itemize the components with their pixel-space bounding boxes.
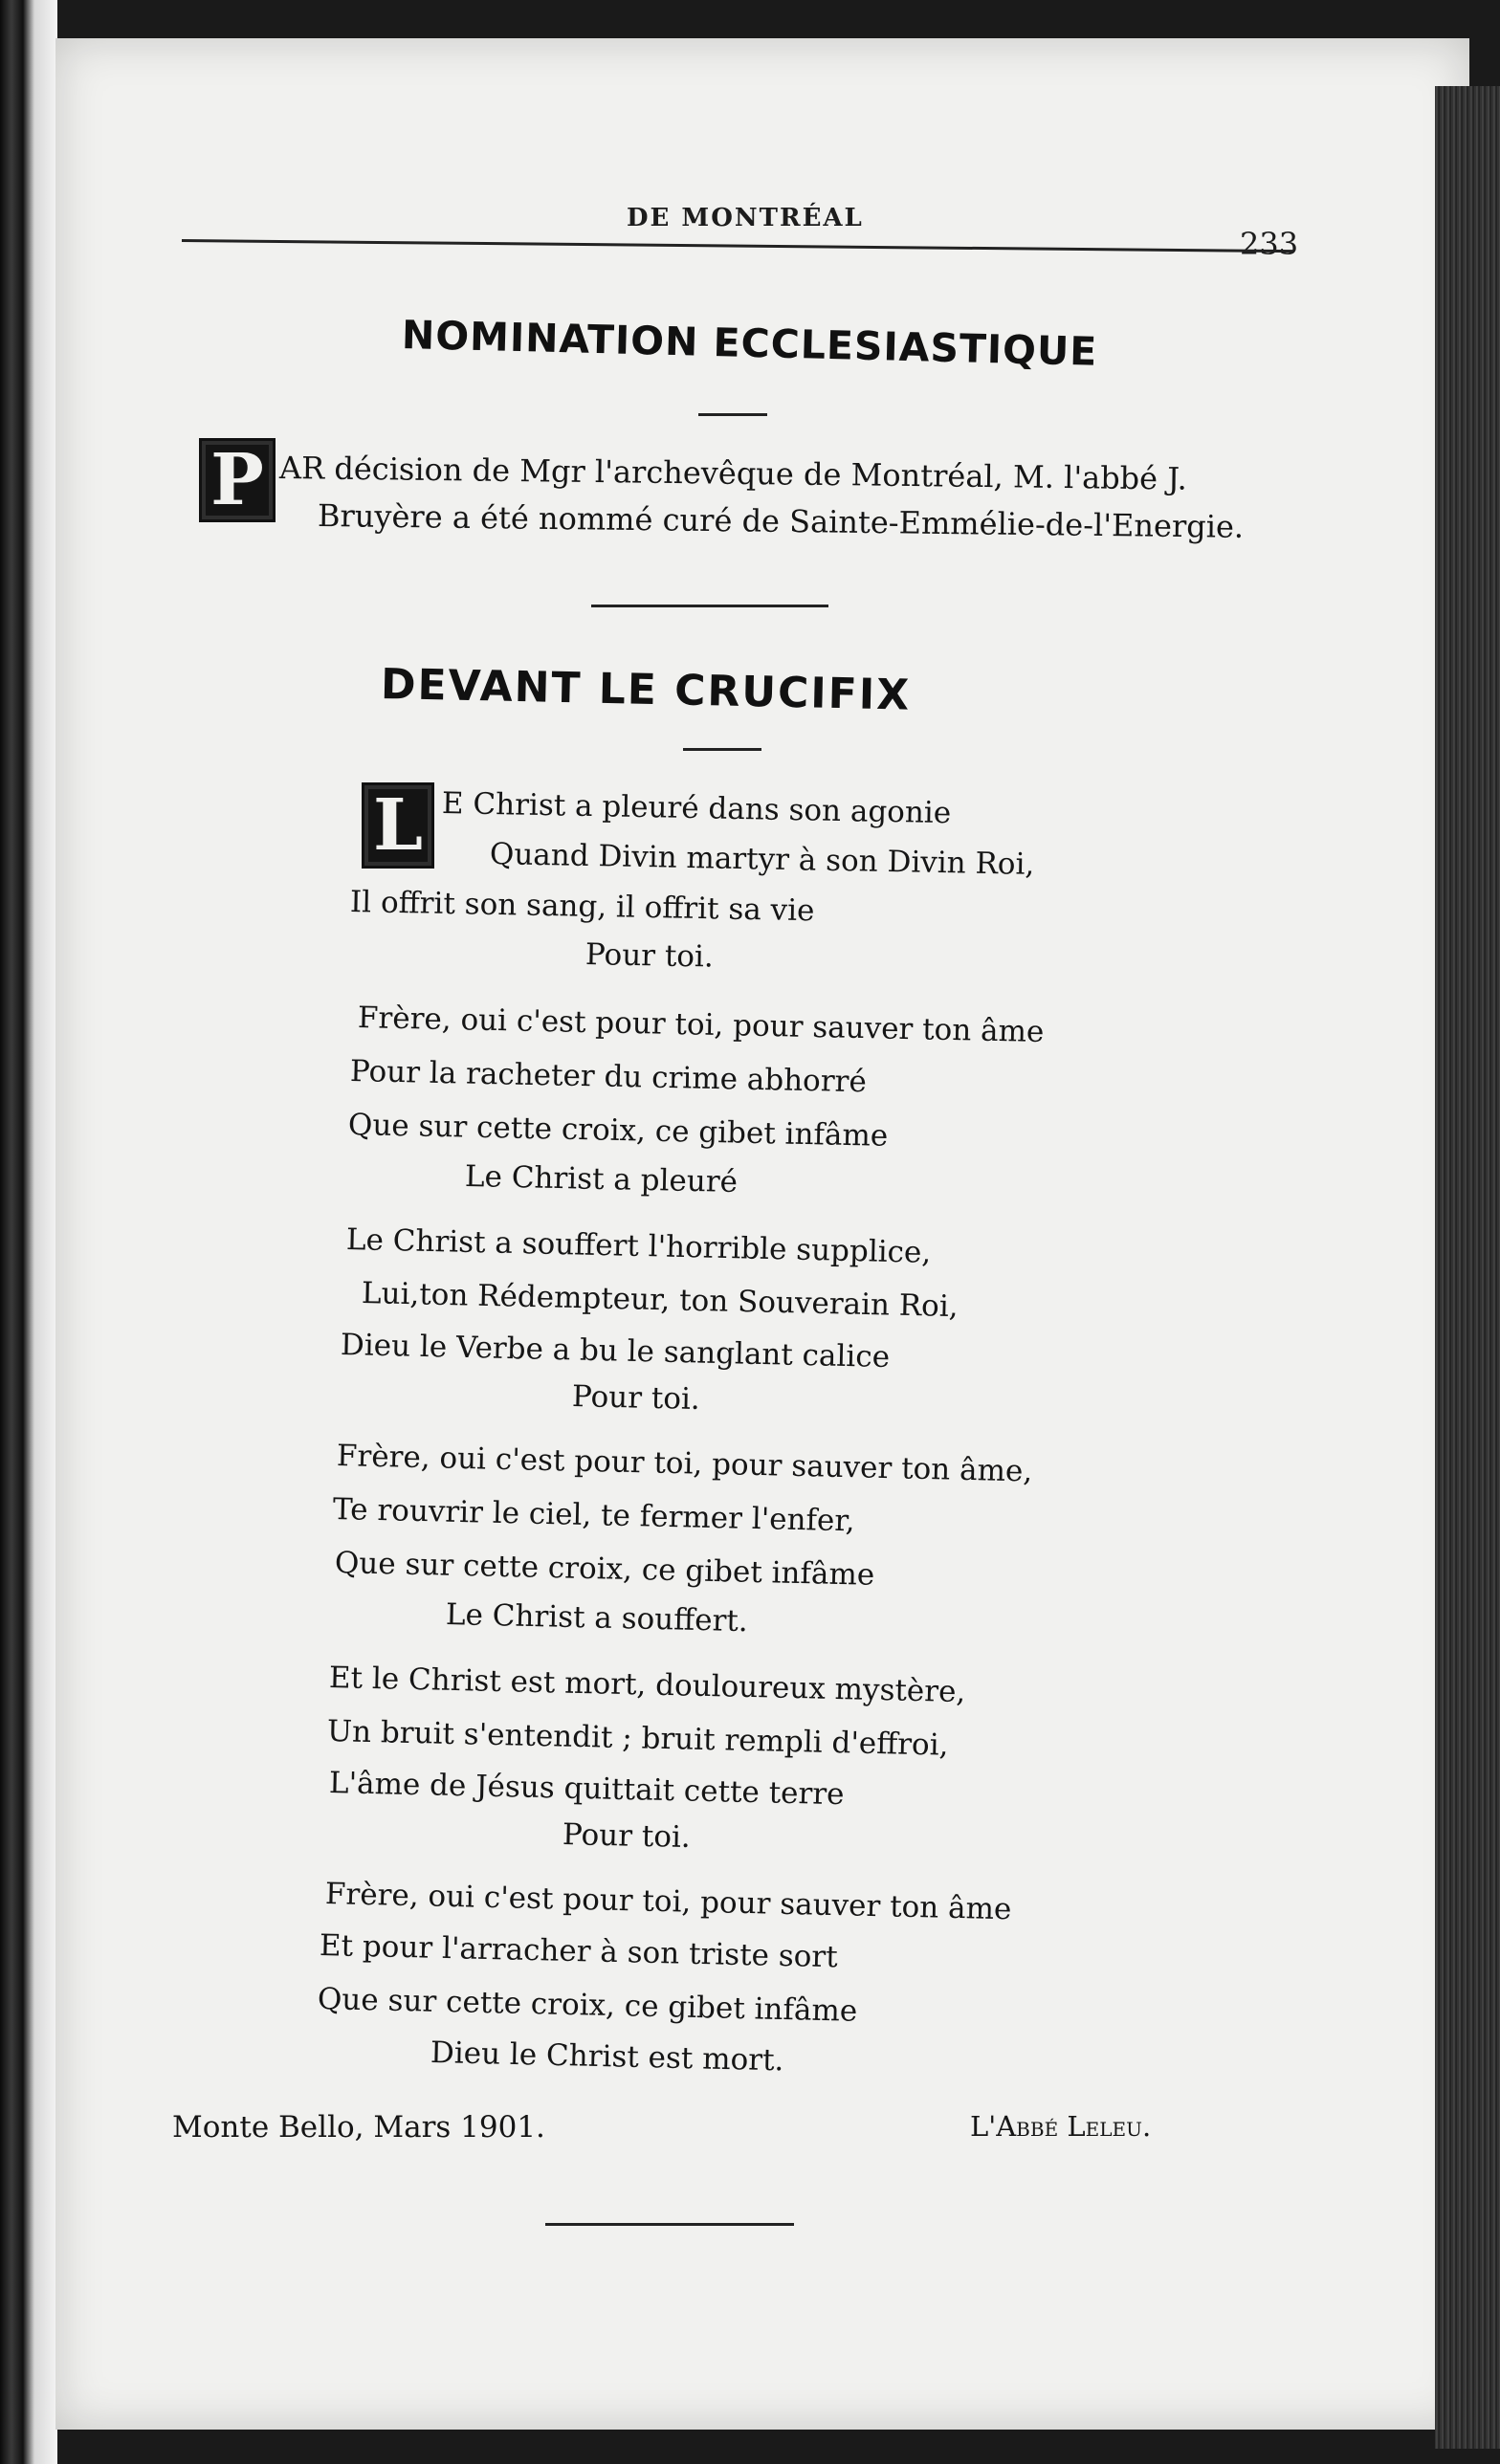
poem-drop-cap <box>362 782 434 869</box>
poem-line: Le Christ a pleuré <box>464 1159 739 1199</box>
page-header <box>182 199 1299 295</box>
nomination-line-2: Bruyère a été nommé curé de Sainte-Emmélie-de-l'Energie. <box>317 497 1245 545</box>
poem-line: Pour toi. <box>571 1379 701 1418</box>
poem-line: E Christ a pleuré dans son agonie <box>441 786 952 831</box>
poem-line: Que sur cette croix, ce gibet infâme <box>317 1982 858 2029</box>
poem-line: Frère, oui c'est pour toi, pour sauver ton âme, <box>336 1439 1033 1489</box>
poem-line: L'âme de Jésus quittait cette terre <box>328 1766 845 1813</box>
poem-line: Que sur cette croix, ce gibet infâme <box>334 1546 875 1593</box>
nomination-drop-cap <box>199 438 276 522</box>
poem-title: DEVANT LE CRUCIFIX <box>380 660 912 720</box>
drop-cap-letter: L <box>372 784 424 867</box>
poem-line: Pour toi. <box>562 1817 692 1856</box>
poem-line: Frère, oui c'est pour toi, pour sauver ton âme <box>324 1877 1012 1927</box>
closing-rule <box>545 2223 794 2226</box>
poem-line: Quand Divin martyr à son Divin Roi, <box>489 837 1035 882</box>
running-title: DE MONTRÉAL <box>627 204 864 232</box>
title-divider <box>698 413 767 416</box>
poem-line: Que sur cette croix, ce gibet infâme <box>347 1108 889 1154</box>
page-number: 233 <box>1240 226 1299 262</box>
poem-line: Et pour l'arracher à son triste sort <box>319 1928 839 1975</box>
poem-line: Te rouvrir le ciel, te fermer l'enfer, <box>332 1492 856 1539</box>
nomination-line-1: AR décision de Mgr l'archevêque de Montréal, M. l'abbé J. <box>278 450 1188 497</box>
poem-title-divider <box>683 748 761 751</box>
header-rule <box>182 239 1293 253</box>
poem-line: Frère, oui c'est pour toi, pour sauver ton âme <box>357 1001 1045 1050</box>
nomination-title: NOMINATION ECCLESIASTIQUE <box>401 312 1098 375</box>
poem-line: Pour la racheter du crime abhorré <box>349 1054 868 1100</box>
poem-line: Un bruit s'entendit ; bruit rempli d'effroi, <box>326 1714 949 1763</box>
poem-line: Pour toi. <box>585 937 715 975</box>
poem-line: Dieu le Verbe a bu le sanglant calice <box>340 1328 891 1375</box>
poem-line: Et le Christ est mort, douloureux mystère, <box>328 1661 966 1710</box>
poem-line: Le Christ a souffert l'horrible supplice, <box>345 1222 932 1270</box>
section-divider <box>591 605 828 607</box>
drop-cap-letter: P <box>210 439 264 521</box>
poem-line: Dieu le Christ est mort. <box>430 2035 784 2079</box>
poem-line: Il offrit son sang, il offrit sa vie <box>349 885 815 929</box>
signature-author: L'Abbé Leleu. <box>970 2110 1152 2143</box>
page-stack-edge <box>1435 86 1500 2449</box>
signature-place-date: Monte Bello, Mars 1901. <box>172 2110 545 2145</box>
poem-line: Lui,ton Rédempteur, ton Souverain Roi, <box>361 1276 959 1325</box>
book-gutter <box>0 0 57 2464</box>
poem-line: Le Christ a souffert. <box>445 1597 749 1639</box>
